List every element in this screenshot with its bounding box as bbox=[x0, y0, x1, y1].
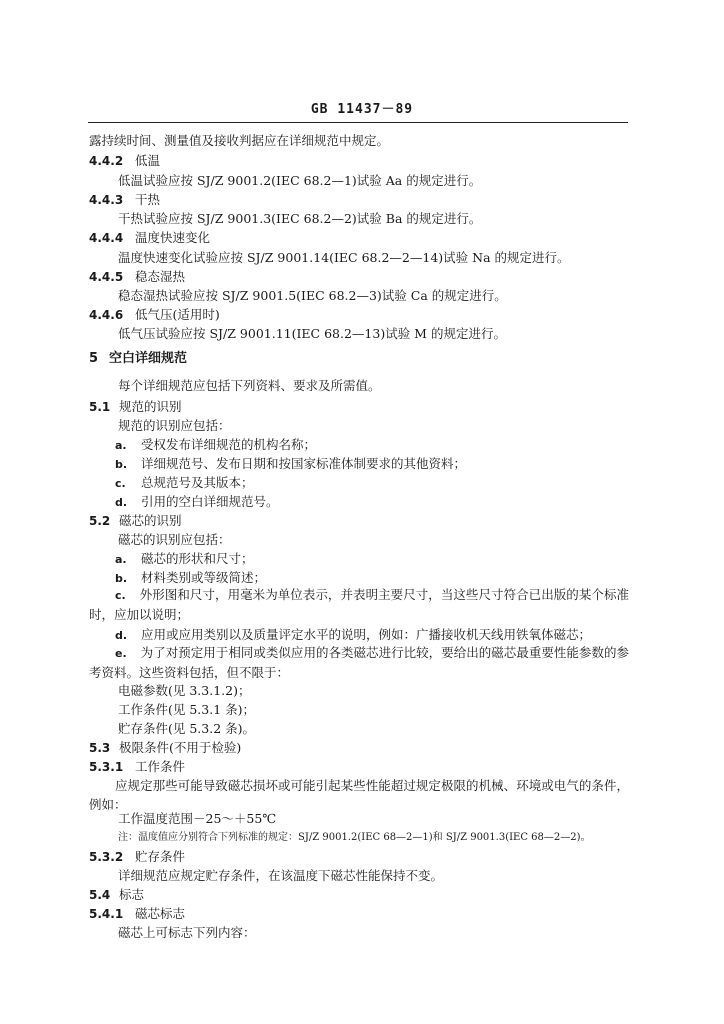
text-line: 详细规范应规定贮存条件，在该温度下磁芯性能保持不变。 bbox=[118, 868, 444, 883]
section-5-1: 5.1 规范的识别 bbox=[89, 399, 182, 414]
section-4-4-6: 4.4.6 低气压(适用时) bbox=[89, 307, 220, 322]
list-item: d. 引用的空白详细规范号。 bbox=[115, 494, 279, 509]
section-5-3-2: 5.3.2 贮存条件 bbox=[89, 849, 186, 864]
list-item: a. 受权发布详细规范的机构名称； bbox=[115, 437, 317, 452]
section-5-4-1: 5.4.1 磁芯标志 bbox=[89, 906, 186, 921]
text-line: 露持续时间、测量值及接收判据应在详细规范中规定。 bbox=[89, 133, 390, 148]
list-item: c. 总规范号及其版本； bbox=[115, 475, 254, 490]
text-line: 规范的识别应包括： bbox=[118, 418, 231, 433]
text-line: 工作条件(见 5.3.1 条)； bbox=[118, 702, 256, 717]
list-item: b. 材料类别或等级简述； bbox=[115, 570, 267, 585]
text-line: 磁芯上可标志下列内容： bbox=[118, 925, 256, 940]
section-4-4-2: 4.4.2 低温 bbox=[89, 153, 161, 168]
list-item-paragraph: e. 为了对预定用于相同或类似应用的各类磁芯进行比较，要给出的磁芯最重要性能参数的参考资料。这些资料包括，但不限于： bbox=[89, 645, 629, 680]
note-line: 注：温度值应分别符合下列标准的规定：SJ/Z 9001.2(IEC 68—2—1)和 SJ/Z 9001.3(IEC 68—2—2)。 bbox=[118, 832, 591, 843]
section-5-2: 5.2 磁芯的识别 bbox=[89, 513, 182, 528]
section-5-3-1: 5.3.1 工作条件 bbox=[89, 759, 186, 774]
text-paragraph: 应规定那些可能导致磁芯损坏或可能引起某些性能超过规定极限的机械、环境或电气的条件，例如： bbox=[89, 778, 629, 812]
section-5-heading: 5 空白详细规范 bbox=[89, 351, 188, 366]
section-5-3: 5.3 极限条件(不用于检验) bbox=[89, 740, 242, 755]
text-line: 干热试验应按 SJ/Z 9001.3(IEC 68.2—2)试验 Ba 的规定进行。 bbox=[118, 211, 482, 226]
list-item: b. 详细规范号、发布日期和按国家标准体制要求的其他资料； bbox=[115, 456, 467, 471]
text-line: 工作温度范围－25～＋55℃ bbox=[118, 811, 277, 826]
text-line: 磁芯的识别应包括： bbox=[118, 532, 231, 547]
text-line: 温度快速变化试验应按 SJ/Z 9001.14(IEC 68.2—2—14)试验 Na 的规定进行。 bbox=[118, 250, 570, 265]
section-5-4: 5.4 标志 bbox=[89, 887, 145, 902]
standard-number-header: GB 11437－89 bbox=[310, 102, 414, 117]
text-line: 每个详细规范应包括下列资料、要求及所需值。 bbox=[118, 378, 381, 393]
text-line: 稳态湿热试验应按 SJ/Z 9001.5(IEC 68.2—3)试验 Ca 的规定进行。 bbox=[118, 288, 507, 303]
text-line: 低气压试验应按 SJ/Z 9001.11(IEC 68.2—13)试验 M 的规定进行。 bbox=[118, 326, 506, 341]
list-item: d. 应用或应用类别以及质量评定水平的说明，例如：广播接收机天线用铁氧体磁芯； bbox=[115, 627, 592, 642]
list-item-paragraph: c. 外形图和尺寸，用毫米为单位表示，并表明主要尺寸，当这些尺寸符合已出版的某个标准时，应加以说明； bbox=[89, 587, 629, 622]
text-line: 贮存条件(见 5.3.2 条)。 bbox=[118, 721, 256, 736]
section-4-4-5: 4.4.5 稳态湿热 bbox=[89, 269, 186, 284]
text-line: 低温试验应按 SJ/Z 9001.2(IEC 68.2—1)试验 Aa 的规定进行。 bbox=[118, 173, 482, 188]
text-line: 电磁参数(见 3.3.1.2)； bbox=[118, 683, 251, 698]
section-4-4-4: 4.4.4 温度快速变化 bbox=[89, 230, 211, 245]
list-item: a. 磁芯的形状和尺寸； bbox=[115, 551, 254, 566]
header-rule bbox=[88, 122, 628, 123]
section-4-4-3: 4.4.3 干热 bbox=[89, 192, 161, 207]
